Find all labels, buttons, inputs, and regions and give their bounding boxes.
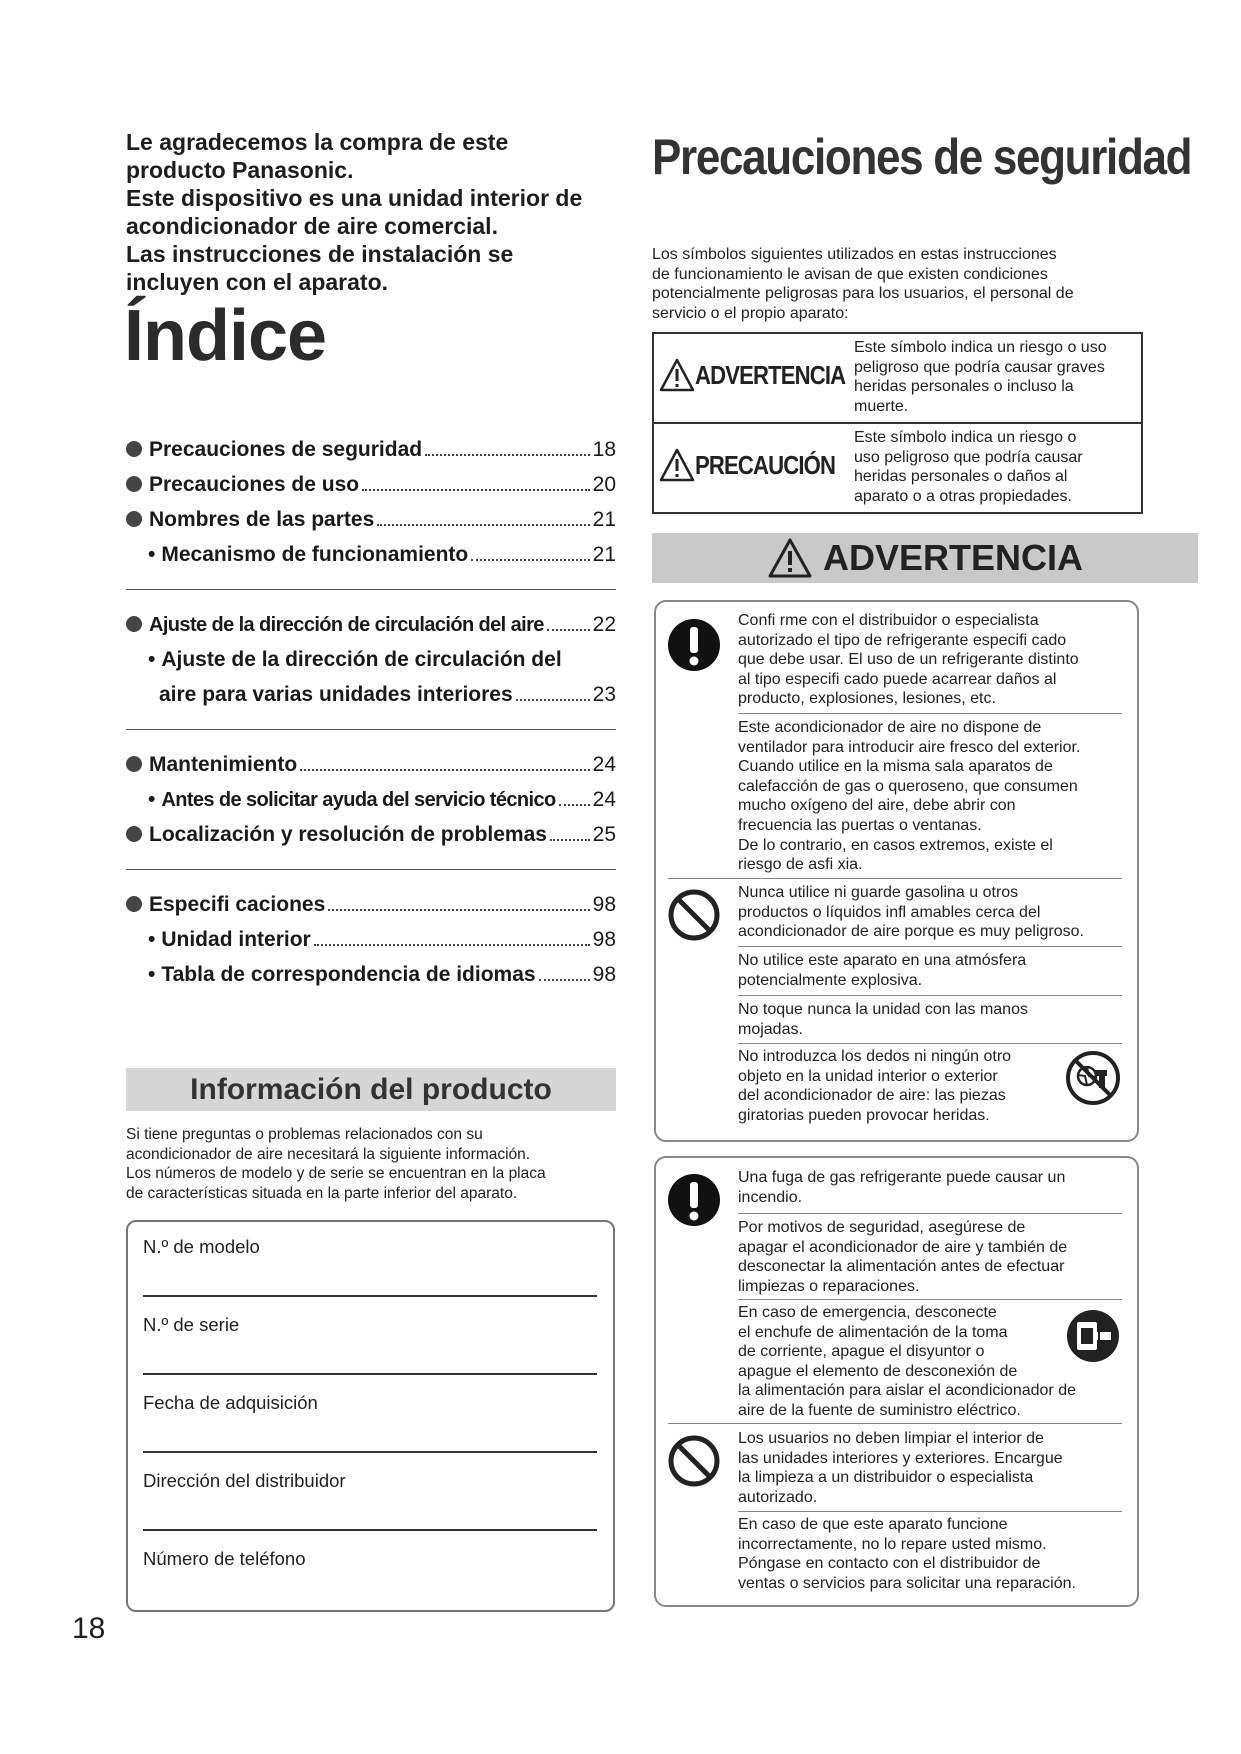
text-line: Este símbolo indica un riesgo o uso	[854, 339, 1107, 356]
toc-page: 98	[592, 963, 616, 986]
intro-line: acondicionador de aire comercial.	[126, 213, 498, 239]
toc-item-localizacion[interactable]	[126, 823, 616, 847]
text-line: frecuencia las puertas o ventanas.	[738, 816, 982, 834]
toc-item-ajuste-direccion[interactable]	[126, 613, 616, 637]
text-line: mucho oxígeno del aire, debe abrir con	[738, 797, 1016, 815]
intro-line: Las instrucciones de instalación se	[126, 241, 514, 267]
text-line: mojadas.	[738, 1020, 803, 1038]
warning-item	[738, 1218, 1122, 1296]
toc-item-precauciones-uso[interactable]	[126, 473, 616, 497]
text-line: servicio o el propio aparato:	[652, 304, 849, 322]
warning-item	[738, 1047, 1038, 1125]
no-fingers-fan-icon	[1065, 1050, 1121, 1106]
text-line: peligroso que podría causar graves	[854, 358, 1105, 376]
sub-bullet-icon: •	[148, 648, 156, 671]
separator	[668, 878, 1122, 879]
toc-page: 24	[592, 788, 616, 811]
separator	[738, 1213, 1122, 1214]
separator	[668, 1423, 1122, 1424]
symbol-table	[652, 332, 1143, 514]
dot-leader	[547, 629, 590, 631]
index-title: Índice	[124, 296, 327, 376]
mandatory-action-icon	[667, 618, 721, 672]
model-number-label: N.º de modelo	[143, 1236, 260, 1257]
caution-triangle-icon	[659, 448, 695, 482]
bullet-icon	[126, 826, 142, 842]
toc-page: 98	[592, 928, 616, 951]
text-line: acondicionador de aire porque es muy peligroso.	[738, 923, 1084, 941]
toc-item-unidad-interior[interactable]	[148, 928, 616, 952]
toc-item-mecanismo[interactable]	[148, 543, 616, 567]
text-line: heridas personales o daños al	[854, 468, 1068, 485]
bullet-icon	[126, 896, 142, 912]
text-line: heridas personales o incluso la	[854, 378, 1074, 395]
dot-leader	[550, 839, 590, 841]
text-line: de corriente, apague el disyuntor o	[738, 1343, 985, 1361]
purchase-date-label: Fecha de adquisición	[143, 1392, 318, 1413]
warning-item	[738, 1168, 1122, 1207]
text-line: Por motivos de seguridad, asegúrese de	[738, 1219, 1026, 1236]
toc-label: Antes de solicitar ayuda del servicio técnico	[161, 789, 556, 811]
dot-leader	[314, 944, 590, 946]
toc-item-mantenimiento[interactable]	[126, 753, 616, 777]
dot-leader	[300, 769, 589, 771]
text-line: Si tiene preguntas o problemas relacionados con su	[126, 1126, 483, 1143]
text-line: las unidades interiores y exteriores. Encargue	[738, 1449, 1063, 1467]
text-line: Una fuga de gas refrigerante puede causar un	[738, 1169, 1066, 1186]
separator	[738, 1299, 1122, 1300]
dot-leader	[362, 489, 590, 491]
serial-number-field[interactable]	[143, 1373, 597, 1375]
toc-label: Mecanismo de funcionamiento	[161, 543, 469, 566]
text-line: Este acondicionador de aire no dispone de	[738, 719, 1042, 736]
toc-label: Unidad interior	[161, 928, 311, 951]
text-line: apagar el acondicionador de aire y también de	[738, 1238, 1068, 1256]
text-line: uso peligroso que podría causar	[854, 448, 1083, 466]
toc-page: 21	[592, 508, 616, 531]
text-line: la alimentación para aislar el acondicionador de	[738, 1382, 1076, 1400]
dot-leader	[539, 979, 590, 981]
text-line: objeto en la unidad interior o exterior	[738, 1067, 998, 1085]
toc-item-ajuste-varias-cont[interactable]	[159, 683, 616, 707]
text-line: aire de la fuente de suministro eléctrico.	[738, 1401, 1021, 1419]
text-line: ventilador para introducir aire fresco del exterior.	[738, 738, 1081, 756]
text-line: incendio.	[738, 1188, 803, 1206]
text-line: muerte.	[854, 397, 909, 415]
toc-page: 25	[592, 823, 616, 846]
safety-intro	[652, 245, 1132, 323]
symbol-description	[854, 428, 1139, 506]
toc-label: Mantenimiento	[149, 753, 298, 776]
warning-item	[738, 718, 1122, 875]
toc-page: 21	[592, 543, 616, 566]
bullet-icon	[126, 476, 142, 492]
text-line: potencialmente explosiva.	[738, 971, 923, 989]
text-line: No toque nunca la unidad con las manos	[738, 1001, 1028, 1018]
text-line: de características situada en la parte inferior del aparato.	[126, 1184, 518, 1202]
sub-bullet-icon: •	[148, 543, 156, 566]
bullet-icon	[126, 616, 142, 632]
model-number-field[interactable]	[143, 1295, 597, 1297]
safety-title: Precauciones de seguridad	[652, 129, 1192, 185]
toc-label: Nombres de las partes	[149, 508, 375, 531]
dot-leader	[471, 559, 589, 561]
text-line: riesgo de asfi xia.	[738, 856, 863, 874]
text-line: calefacción de gas o queroseno, que consumen	[738, 777, 1078, 795]
divider	[126, 729, 616, 730]
symbol-row-advertencia	[654, 334, 1141, 422]
text-line: limpiezas o reparaciones.	[738, 1277, 920, 1295]
intro-text	[126, 128, 616, 296]
page-number: 18	[72, 1612, 106, 1645]
bullet-icon	[126, 441, 142, 457]
text-line: En caso de emergencia, desconecte	[738, 1304, 997, 1321]
text-line: Cuando utilice en la misma sala aparatos de	[738, 758, 1053, 776]
text-line: Los símbolos siguientes utilizados en estas instrucciones	[652, 246, 1057, 263]
toc-label: Tabla de correspondencia de idiomas	[161, 963, 536, 986]
text-line: autorizado el tipo de refrigerante especifi cado	[738, 631, 1067, 649]
dot-leader	[328, 909, 589, 911]
dot-leader	[377, 524, 589, 526]
toc-page: 20	[592, 473, 616, 496]
text-line: Los números de modelo y de serie se encuentran en la placa	[126, 1165, 546, 1182]
toc-page: 18	[592, 438, 616, 461]
toc-item-especificaciones[interactable]	[126, 893, 616, 917]
bullet-icon	[126, 511, 142, 527]
toc-label: Especifi caciones	[149, 893, 326, 916]
intro-line: Este dispositivo es una unidad interior de	[126, 185, 583, 211]
warning-banner-text: ADVERTENCIA	[822, 537, 1083, 578]
separator	[738, 995, 1122, 996]
warning-item	[738, 1429, 1122, 1507]
text-line: Los usuarios no deben limpiar el interior de	[738, 1430, 1044, 1447]
prohibition-icon	[667, 888, 721, 942]
separator	[738, 1043, 1122, 1044]
symbol-label: PRECAUCIÓN	[695, 449, 836, 480]
precaucion-symbol	[659, 448, 860, 482]
text-line: En caso de que este aparato funcione	[738, 1516, 1008, 1533]
text-line: al tipo especifi cado puede acarrear daños al	[738, 670, 1057, 688]
intro-line: producto Panasonic.	[126, 157, 354, 183]
text-line: potencialmente peligrosas para los usuarios, el personal de	[652, 285, 1074, 302]
warning-item	[738, 611, 1122, 709]
warning-item	[738, 1000, 1122, 1039]
text-line: Este símbolo indica un riesgo o	[854, 429, 1077, 446]
warning-item	[738, 1515, 1122, 1593]
toc-item-precauciones-seguridad[interactable]	[126, 438, 616, 462]
text-line: aparato o a otras propiedades.	[854, 487, 1072, 505]
toc-page: 98	[592, 893, 616, 916]
phone-number-label: Número de teléfono	[143, 1548, 306, 1569]
text-line: acondicionador de aire necesitará la siguiente información.	[126, 1145, 531, 1163]
divider	[126, 869, 616, 870]
toc-item-ajuste-varias[interactable]	[148, 648, 616, 672]
symbol-label: ADVERTENCIA	[695, 359, 846, 390]
advertencia-symbol	[659, 358, 872, 392]
toc-label: Precauciones de uso	[149, 473, 360, 496]
toc-label: Precauciones de seguridad	[149, 438, 423, 461]
intro-line: Le agradecemos la compra de este	[126, 129, 509, 155]
text-line: la limpieza a un distribuidor o especialista	[738, 1469, 1034, 1487]
separator	[738, 713, 1122, 714]
separator	[738, 1511, 1122, 1512]
text-line: Nunca utilice ni guarde gasolina u otros	[738, 884, 1019, 901]
warning-banner	[652, 533, 1198, 583]
separator	[738, 946, 1122, 947]
warning-triangle-icon	[767, 537, 813, 579]
product-info-text	[126, 1125, 621, 1203]
toc-label: Ajuste de la dirección de circulación del aire	[149, 614, 544, 636]
product-info-heading: Información del producto	[126, 1068, 616, 1111]
text-line: el enchufe de alimentación de la toma	[738, 1323, 1008, 1341]
text-line: De lo contrario, en casos extremos, existe el	[738, 836, 1053, 854]
serial-number-label: N.º de serie	[143, 1314, 240, 1335]
text-line: del acondicionador de aire: las piezas	[738, 1087, 1006, 1105]
toc-page: 23	[592, 683, 616, 706]
toc-item-antes-solicitar[interactable]	[148, 788, 616, 812]
text-line: desconectar la alimentación antes de efectuar	[738, 1258, 1065, 1276]
text-line: No introduzca los dedos ni ningún otro	[738, 1048, 1012, 1065]
text-line: Confi rme con el distribuidor o especialista	[738, 612, 1039, 629]
text-line: ventas o servicios para solicitar una reparación.	[738, 1574, 1076, 1592]
text-line: No utilice este aparato en una atmósfera	[738, 952, 1027, 969]
sub-bullet-icon: •	[148, 963, 156, 986]
text-line: productos o líquidos infl amables cerca del	[738, 903, 1041, 921]
sub-bullet-icon: •	[148, 928, 156, 951]
dealer-address-label: Dirección del distribuidor	[143, 1470, 346, 1491]
dot-leader	[559, 804, 590, 806]
dot-leader	[516, 699, 590, 701]
dot-leader	[425, 454, 590, 456]
intro-line: incluyen con el aparato.	[126, 269, 389, 295]
warning-item	[738, 883, 1122, 942]
text-line: que debe usar. El uso de un refrigerante distinto	[738, 651, 1079, 669]
text-line: apague el elemento de desconexión de	[738, 1362, 1018, 1380]
warning-triangle-icon	[659, 358, 695, 392]
text-line: producto, explosiones, lesiones, etc.	[738, 690, 996, 708]
sub-bullet-icon: •	[148, 788, 156, 811]
symbol-row-precaucion	[654, 422, 1141, 512]
toc-label: Ajuste de la dirección de circulación del	[161, 648, 562, 671]
toc-item-nombres-partes[interactable]	[126, 508, 616, 532]
text-line: giratorias pueden provocar heridas.	[738, 1106, 990, 1124]
text-line: autorizado.	[738, 1488, 818, 1506]
bullet-icon	[126, 756, 142, 772]
mandatory-action-icon	[667, 1173, 721, 1227]
warning-item	[738, 951, 1122, 990]
toc-page: 24	[592, 753, 616, 776]
symbol-description	[854, 338, 1139, 416]
text-line: de funcionamiento le avisan de que existen condiciones	[652, 265, 1048, 283]
toc-label: Localización y resolución de problemas	[149, 823, 547, 846]
toc-label: aire para varias unidades interiores	[159, 683, 513, 706]
dealer-address-field[interactable]	[143, 1529, 597, 1531]
toc-item-tabla-idiomas[interactable]	[148, 963, 616, 987]
unplug-icon	[1065, 1308, 1121, 1364]
divider	[126, 589, 616, 590]
purchase-date-field[interactable]	[143, 1451, 597, 1453]
text-line: Póngase en contacto con el distribuidor de	[738, 1555, 1041, 1573]
prohibition-icon	[667, 1434, 721, 1488]
toc-page: 22	[592, 613, 616, 636]
text-line: incorrectamente, no lo repare usted mismo.	[738, 1535, 1047, 1553]
